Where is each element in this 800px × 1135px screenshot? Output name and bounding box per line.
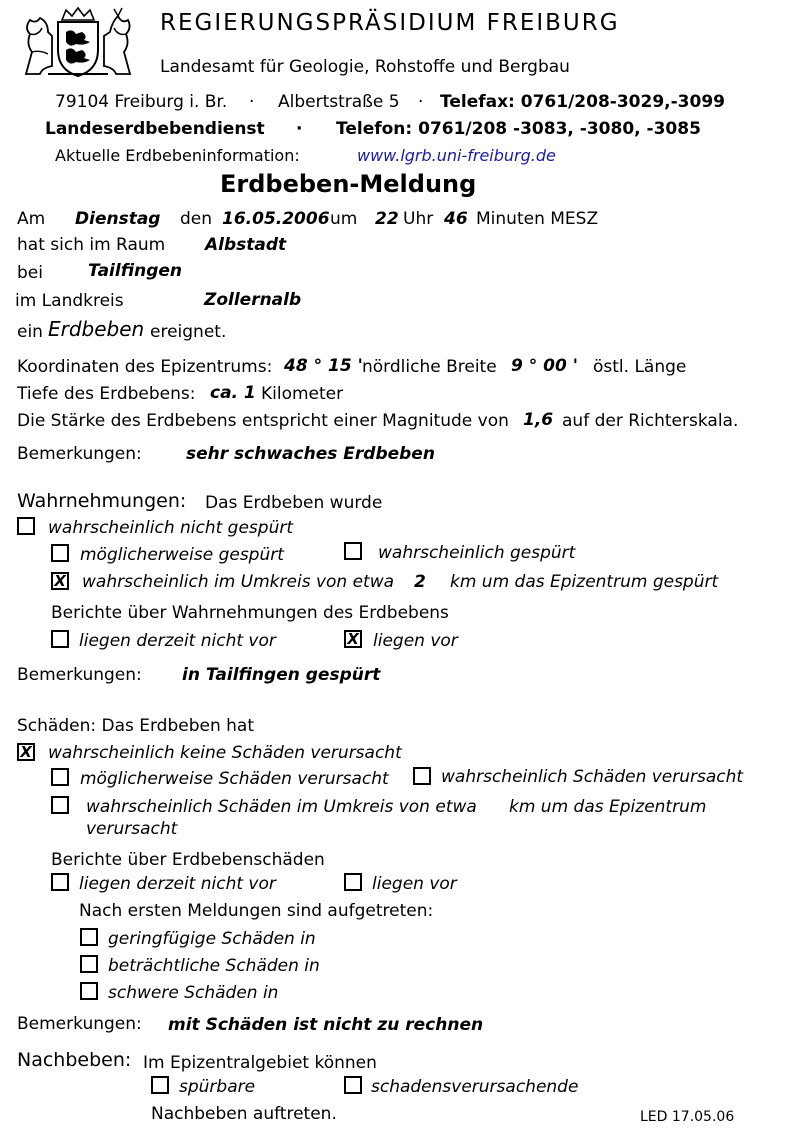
weekday-value: Dienstag [75, 209, 161, 229]
option-felt-aftershocks: spürbare [179, 1077, 256, 1097]
separator-dot: · [418, 92, 424, 112]
perception-reports-label: Berichte über Wahrnehmungen des Erdbebens [51, 603, 449, 623]
aftershocks-heading: Nachbeben: [17, 1049, 132, 1071]
magnitude-suffix: auf der Richterskala. [562, 411, 739, 431]
option-felt-radius: wahrscheinlich im Umkreis von etwa [82, 572, 395, 592]
checkbox-felt-radius[interactable]: X [51, 572, 69, 590]
checkbox-considerable-damage[interactable] [80, 955, 98, 973]
checkbox-probably-felt[interactable] [344, 542, 362, 560]
bei-value: Tailfingen [88, 261, 182, 281]
option-severe-damage: schwere Schäden in [108, 983, 279, 1003]
depth-value: ca. 1 [210, 383, 256, 403]
separator-dot: · [296, 119, 303, 139]
landkreis-label: im Landkreis [15, 291, 124, 311]
perception-remarks-label: Bemerkungen: [17, 665, 142, 685]
coords-label: Koordinaten des Epizentrums: [17, 357, 273, 377]
agency-name: Landesamt für Geologie, Rohstoffe und Bergbau [160, 57, 570, 77]
footer-stamp: LED 17.05.06 [640, 1109, 735, 1125]
option-damaging-aftershocks: schadensverursachende [371, 1077, 579, 1097]
date-value: 16.05.2006 [222, 209, 330, 229]
remarks-value: sehr schwaches Erdbeben [186, 444, 435, 464]
page-title: Erdbeben-Meldung [220, 170, 477, 198]
checkbox-probable-damage[interactable] [413, 767, 431, 785]
damage-remarks-label: Bemerkungen: [17, 1014, 142, 1034]
option-damage-reports-none: liegen derzeit nicht vor [79, 874, 276, 894]
ereignet-label: ereignet. [150, 322, 227, 342]
raum-value: Albstadt [205, 235, 287, 255]
event-value: Erdbeben [48, 317, 145, 341]
option-damage-radius-end: verursacht [86, 819, 178, 839]
felt-radius-value: 2 [414, 572, 426, 592]
option-not-felt: wahrscheinlich nicht gespürt [48, 518, 294, 538]
option-considerable-damage: beträchtliche Schäden in [108, 956, 320, 976]
option-no-damage: wahrscheinlich keine Schäden verursacht [48, 743, 402, 763]
option-probable-damage: wahrscheinlich Schäden verursacht [441, 767, 744, 787]
checkbox-reports-exist[interactable]: X [344, 630, 362, 648]
fax-number: Telefax: 0761/208-3029,-3099 [440, 92, 725, 112]
first-reports-label: Nach ersten Meldungen sind aufgetreten: [79, 901, 434, 921]
address-street: Albertstraße 5 [278, 92, 400, 112]
aftershocks-end: Nachbeben auftreten. [151, 1104, 337, 1124]
option-damage-radius-suffix: km um das Epizentrum [509, 797, 707, 817]
ein-label: ein [17, 322, 43, 342]
landkreis-value: Zollernalb [204, 290, 302, 310]
info-link[interactable]: www.lgrb.uni-freiburg.de [357, 146, 556, 165]
den-label: den [180, 209, 213, 229]
perception-heading: Wahrnehmungen: [17, 490, 187, 512]
checkbox-minor-damage[interactable] [80, 928, 98, 946]
checkbox-not-felt[interactable] [17, 517, 35, 535]
coat-of-arms-logo [18, 6, 138, 78]
checkbox-damage-reports-none[interactable] [51, 873, 69, 891]
perception-intro: Das Erdbeben wurde [205, 493, 383, 513]
option-felt-radius-suffix: km um das Epizentrum gespürt [450, 572, 719, 592]
um-label: um [330, 209, 358, 229]
uhr-label: Uhr [403, 209, 434, 229]
checkbox-felt-aftershocks[interactable] [151, 1076, 169, 1094]
phone-number: Telefon: 0761/208 -3083, -3080, -3085 [336, 119, 701, 139]
checkbox-reports-none[interactable] [51, 630, 69, 648]
option-probably-felt: wahrscheinlich gespürt [378, 543, 576, 563]
hour-value: 22 [375, 209, 399, 229]
depth-unit: Kilometer [261, 384, 344, 404]
checkbox-severe-damage[interactable] [80, 982, 98, 1000]
magnitude-value: 1,6 [523, 410, 554, 430]
damage-heading: Schäden: Das Erdbeben hat [17, 716, 255, 736]
remarks-label: Bemerkungen: [17, 444, 142, 464]
perception-remarks-value: in Tailfingen gespürt [182, 665, 381, 685]
option-maybe-felt: möglicherweise gespürt [80, 545, 284, 565]
damage-reports-label: Berichte über Erdbebenschäden [51, 850, 325, 870]
service-name: Landeserdbebendienst [45, 119, 265, 139]
raum-label: hat sich im Raum [17, 235, 166, 255]
damage-remarks-value: mit Schäden ist nicht zu rechnen [168, 1015, 484, 1035]
info-label: Aktuelle Erdbebeninformation: [55, 146, 300, 165]
depth-label: Tiefe des Erdbebens: [17, 384, 196, 404]
option-reports-exist: liegen vor [373, 631, 458, 651]
bei-label: bei [17, 263, 43, 283]
aftershocks-intro: Im Epizentralgebiet können [143, 1053, 377, 1073]
minuten-label: Minuten MESZ [476, 209, 599, 229]
option-minor-damage: geringfügige Schäden in [108, 929, 316, 949]
am-label: Am [17, 209, 46, 229]
checkbox-maybe-damage[interactable] [51, 768, 69, 786]
option-reports-none: liegen derzeit nicht vor [79, 631, 276, 651]
option-damage-reports-exist: liegen vor [372, 874, 457, 894]
magnitude-label: Die Stärke des Erdbebens entspricht einer Magnitude von [17, 411, 509, 431]
address-city: 79104 Freiburg i. Br. [55, 92, 228, 112]
latitude-label: nördliche Breite [362, 357, 497, 377]
longitude-label: östl. Länge [593, 357, 687, 377]
checkbox-maybe-felt[interactable] [51, 544, 69, 562]
checkbox-damage-radius[interactable] [51, 796, 69, 814]
separator-dot: · [249, 92, 255, 112]
checkbox-damaging-aftershocks[interactable] [344, 1076, 362, 1094]
longitude-value: 9 ° 00 ' [511, 356, 578, 376]
minutes-value: 46 [444, 209, 468, 229]
option-maybe-damage: möglicherweise Schäden verursacht [80, 769, 389, 789]
authority-name: REGIERUNGSPRÄSIDIUM FREIBURG [160, 10, 620, 36]
checkbox-damage-reports-exist[interactable] [344, 873, 362, 891]
latitude-value: 48 ° 15 ' [284, 356, 363, 376]
option-damage-radius: wahrscheinlich Schäden im Umkreis von etwa [86, 797, 477, 817]
checkbox-no-damage[interactable]: X [17, 743, 35, 761]
